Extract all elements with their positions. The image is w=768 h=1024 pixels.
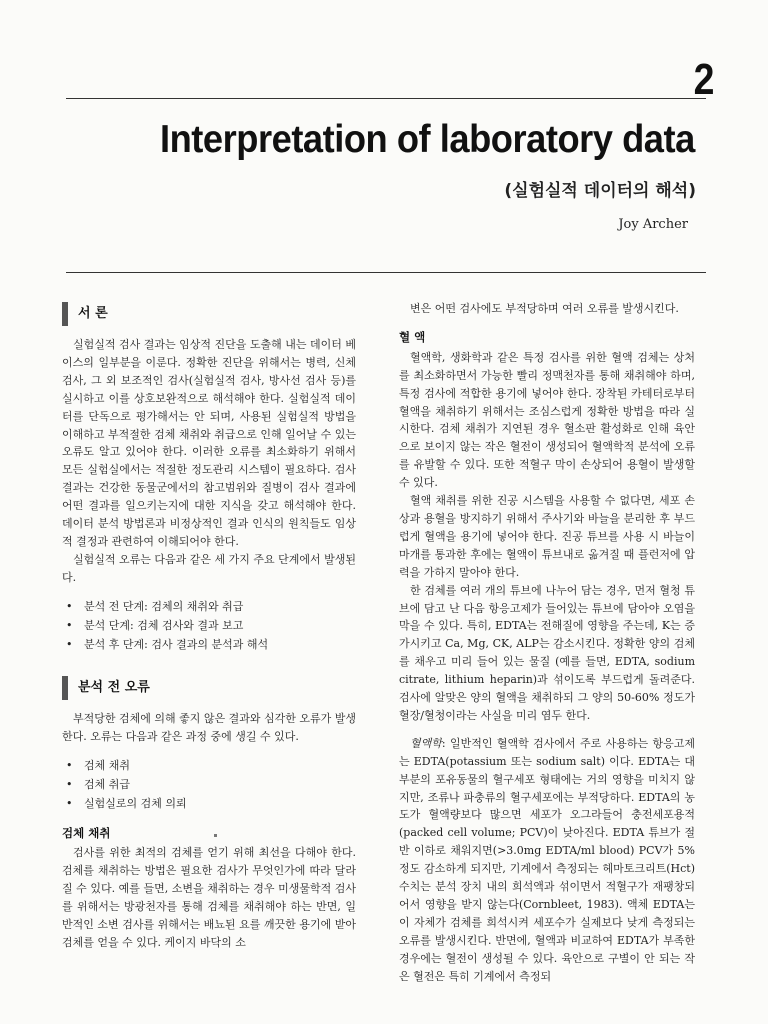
list-item: • 검체 채취 — [66, 758, 131, 772]
section-heading-preanalytic — [62, 674, 356, 702]
right-column — [399, 300, 695, 986]
intro-paragraph-1: 실험실적 검사 결과는 임상적 진단을 도출해 내는 데이터 베이스의 일부분을 이룬다. 정확한 진단을 위해서는 병력, 신체검사, 그 외 보조적인 검사(실험실적 검사, 방사선 검사 등)를 실시하고 이를 상호보완적으로 해석해야 한다. 실험실적 데이터를 단독으로 평가해서는 안 되며, 사용된 실험실적 방법을 이해하고 부적절한 검체 채취와 취급으로 인해 일어날 수 있는 오류도 알고 있어야 한다. 이러한 오류를 최소화하기 위해서 모든 실험실에서는 적절한 정도관리 시스템이 필요하다. 검사 결과는 건강한 동물군에서의 참고범위와 질병이 검사 결과에 어떤 결과를 일으키는지에 대한 지식을 갖고 해석해야 한다. 데이터 분석 방법론과 비정상적인 결과 인식의 원칙들도 임상적 결정과 관련하여 이해되어야 한다. — [62, 338, 356, 548]
intro-heading: 서 론 — [78, 306, 108, 322]
blood-paragraph-2: 혈액 채취를 위한 진공 시스템을 사용할 수 없다면, 세포 손상과 용혈을 방지하기 위해서 주사기와 바늘을 분리한 후 부드럽게 혈액을 용기에 넣어야 한다. 진공 튜브를 사용 시 바늘이 마개를 통과한 후에는 혈액이 튜브내로 옮겨질 때 플런저에 압력을 가하지 말아야 한다. — [399, 494, 695, 579]
section-heading-intro — [62, 300, 356, 328]
chapter-number: 2 — [693, 55, 714, 104]
title-rule — [66, 272, 706, 273]
hematology-label: 혈액학 — [410, 736, 442, 750]
list-item: • 분석 단계: 검체 검사와 결과 보고 — [66, 618, 244, 632]
page-title: Interpretation of laboratory data — [160, 118, 695, 161]
list-item: • 실험실로의 검체 의뢰 — [66, 796, 187, 810]
author-name: Joy Archer — [618, 217, 688, 232]
list-item: • 분석 후 단계: 검사 결과의 분석과 해석 — [66, 637, 269, 651]
page-subtitle: (실험실적 데이터의 해석) — [504, 181, 696, 201]
blood-heading: 혈 액 — [399, 329, 426, 344]
blood-paragraph-1: 혈액학, 생화학과 같은 특정 검사를 위한 혈액 검체는 상처를 최소화하면서 가능한 빨리 정맥천자를 통해 채취해야 하며, 특정 검사에 적합한 용기에 넣어야 한다. 장착된 카테터로부터 혈액을 채취하기 위해서는 조심스럽게 정확한 방법을 따라 실시한다. 검체 채취가 지연된 경우 혈소판 활성화로 인해 육안으로 보이지 않는 작은 혈전이 생성되어 혈액학적 분석에 오류를 유발할 수 있다. 또한 적혈구 막이 손상되어 용혈이 발생할 수 있다. — [399, 350, 695, 490]
list-item: • 분석 전 단계: 검체의 채취와 취급 — [66, 599, 244, 613]
blood-paragraph-3: 한 검체를 여러 개의 튜브에 나누어 담는 경우, 먼저 혈청 튜브에 담고 난 다음 항응고제가 들어있는 튜브에 담아야 오염을 막을 수 있다. 특히, EDTA는 전해질에 영향을 주는데, K는 증가시키고 Ca, Mg, CK, ALP는 감소시킨다. 정확한 양의 검체를 채우고 미리 들어 있는 물질 (예를 들면, EDTA, sodium citrate, lithium heparin)과 섞이도록 부드럽게 돌려준다. 검사에 알맞은 양의 혈액을 채취하되 그 양의 50-60% 정도가 혈장/혈청이라는 사실을 미리 염두 한다. — [399, 583, 695, 722]
heading-bar — [62, 676, 68, 700]
hematology-paragraph: 혈액학: 일반적인 혈액학 검사에서 주로 사용하는 항응고제는 EDTA(potassium 또는 sodium salt) 이다. EDTA는 대부분의 포유동물의 혈구세포 형태에는 거의 영향을 미치지 않지만, 조류나 파충류의 혈구세포에는 부적당하다. EDTA의 농도가 혈액량보다 많으면 세포가 오그라들어 충전세포용적(packed cell volume; PCV)이 낮아진다. EDTA 튜브가 절반 이하로 채워지면(>3.0mg EDTA/ml blood) PCV가 5% 정도 감소하게 되지만, 기계에서 측정되는 헤마토크리트(Hct) 수치는 분석 장치 내의 희석액과 섞이면서 적혈구가 재팽창되어서 영향을 받지 않는다(Cornbleet, 1983). 액체 EDTA는 이 자체가 검체를 희석시켜 세포수가 실제보다 낮게 측정되는 오류를 발생시킨다. 반면에, 혈액과 비교하여 EDTA가 부족한 경우에는 혈전이 생성될 수 있다. 육안으로 구별이 안 되는 작은 혈전은 특히 기계에서 측정되 — [399, 736, 695, 983]
list-item: • 검체 취급 — [66, 777, 131, 791]
heading-bar — [62, 302, 68, 326]
stray-mark — [214, 834, 217, 837]
continuation-paragraph: 변은 어떤 검사에도 부적당하며 여러 오류를 발생시킨다. — [410, 302, 679, 315]
preanalytic-list — [62, 756, 356, 813]
preanalytic-paragraph: 부적당한 검체에 의해 좋지 않은 결과와 심각한 오류가 발생한다. 오류는 다음과 같은 과정 중에 생길 수 있다. — [62, 711, 356, 743]
stage-list — [62, 597, 356, 654]
preanalytic-heading: 분석 전 오류 — [78, 679, 150, 695]
collection-paragraph: 검사를 위한 최적의 검체를 얻기 위해 최선을 다해야 한다. 검체를 채취하는 방법은 필요한 검사가 무엇인가에 따라 달라질 수 있다. 예를 들면, 소변을 채취하는 경우 미생물학적 검사를 위해서는 방광천자를 통해 검체를 채취해야 하는 반면, 일반적인 소변 검사를 위해서는 배뇨된 요를 깨끗한 용기에 받아 검체를 얻을 수 있다. 케이지 바닥의 소 — [62, 846, 356, 949]
left-column — [62, 300, 356, 952]
intro-paragraph-2: 실험실적 오류는 다음과 같은 세 가지 주요 단계에서 발생된다. — [62, 552, 356, 584]
header-rule — [66, 98, 706, 99]
collection-heading: 검체 채취 — [62, 825, 111, 840]
